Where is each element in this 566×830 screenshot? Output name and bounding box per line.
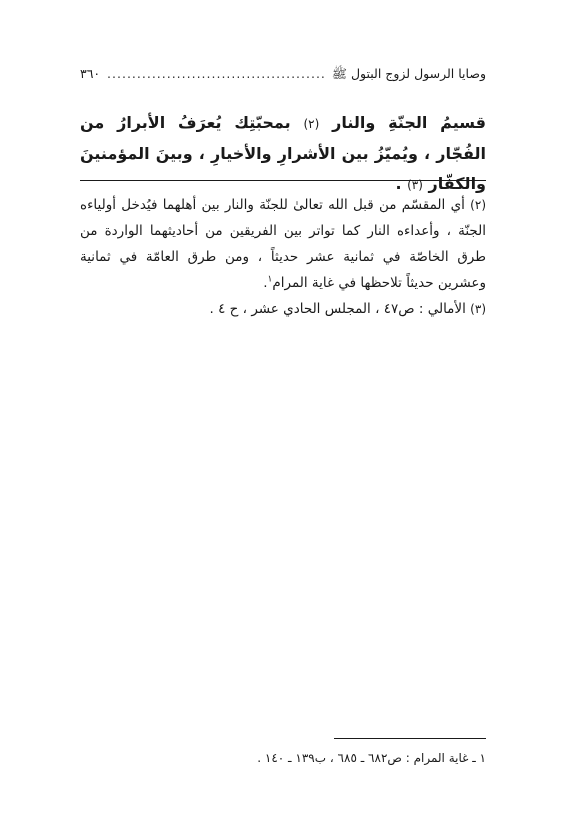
footnote-2-end: . — [263, 275, 268, 291]
dot-leader — [106, 66, 326, 81]
footnote-3-number: (٣) — [470, 302, 486, 316]
main-text-part-a: قسيمُ الجنّةِ والنار — [332, 113, 487, 132]
footnote-ref-3[interactable]: (٣) — [407, 178, 423, 192]
running-title: وصايا الرسول لزوج البتول ﷺ — [331, 66, 486, 81]
footnotes — [80, 192, 486, 322]
footnote-2-text: أي المقسّم من قبل الله تعالىٰ للجنّة والنار بين أهلهما فيُدخل أولياءه الجنّة ، وأعداءه النار كما تواتر بين الفريقين من أحاديثهما الواردة من طرق الخاصّة في ثمانية عشر حديثاً ، ومن طرق العامّة في ثمانية وعشرين حديثاً تلاحظها في غاية المرام — [80, 197, 486, 291]
main-text — [80, 108, 486, 200]
footnote-2-marker[interactable]: ١ — [267, 274, 273, 285]
footnote-2 — [80, 192, 486, 296]
main-text-end: . — [395, 174, 402, 193]
page-number: ٣٦٠ — [80, 66, 101, 81]
footnote-separator — [80, 180, 486, 181]
bottom-note-separator — [334, 738, 486, 739]
bottom-note: ١ ـ غاية المرام : ص٦٨٢ ـ ٦٨٥ ، ب١٣٩ ـ ١٤٠ . — [257, 751, 486, 765]
main-text-part-b: بمحبّتِك يُعرَفُ الأبرارُ من الفُجّار ، ويُميّزُ بين الأشرارِ والأخيارِ ، وبينَ المؤمنينَ والكفّار — [80, 113, 486, 193]
footnote-ref-2[interactable]: (٢) — [303, 117, 320, 131]
footnote-3 — [80, 296, 486, 322]
footnote-2-number: (٢) — [470, 198, 486, 212]
running-header — [80, 66, 486, 88]
footnote-3-text: الأمالي : ص٤٧ ، المجلس الحادي عشر ، ح ٤ . — [209, 301, 466, 317]
